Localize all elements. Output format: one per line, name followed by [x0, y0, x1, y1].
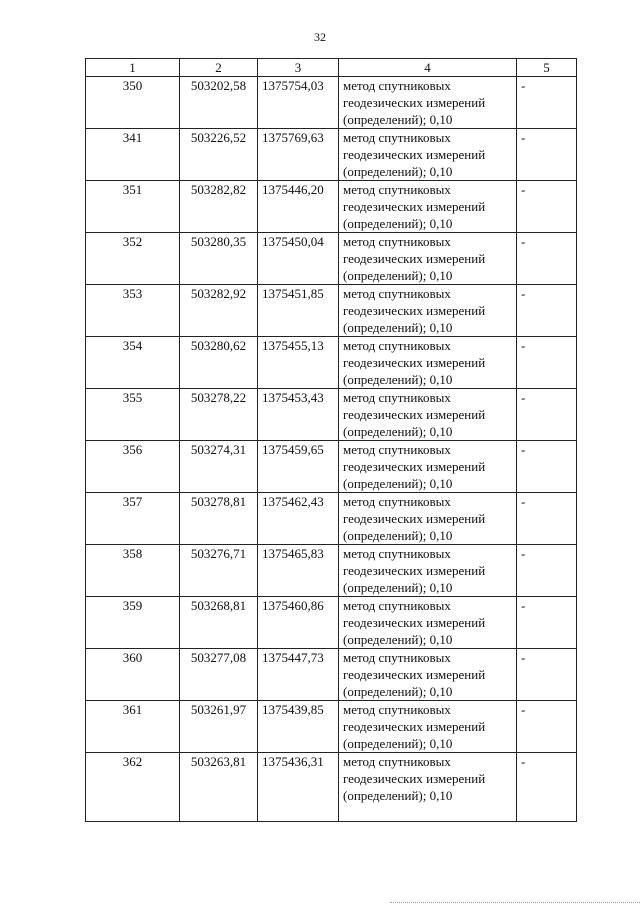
- method-cell: метод спутниковых геодезических измерений (определений); 0,10: [339, 181, 517, 233]
- y-coordinate-cell: 1375769,63: [258, 129, 339, 181]
- point-number-cell: 359: [86, 597, 180, 649]
- coordinates-table: [85, 58, 577, 822]
- note-cell: -: [517, 441, 577, 493]
- scan-footer-marks: [390, 898, 640, 903]
- x-coordinate-cell: 503282,92: [180, 285, 258, 337]
- note-cell: -: [517, 233, 577, 285]
- point-number-cell: 355: [86, 389, 180, 441]
- y-coordinate-cell: 1375447,73: [258, 649, 339, 701]
- x-coordinate-cell: 503263,81: [180, 753, 258, 822]
- y-coordinate-cell: 1375453,43: [258, 389, 339, 441]
- header-cell: 4: [339, 59, 517, 77]
- point-number-cell: 360: [86, 649, 180, 701]
- method-cell: метод спутниковых геодезических измерений (определений); 0,10: [339, 337, 517, 389]
- point-number-cell: 361: [86, 701, 180, 753]
- table-row: [86, 753, 577, 822]
- x-coordinate-cell: 503278,81: [180, 493, 258, 545]
- note-cell: -: [517, 701, 577, 753]
- table-row: [86, 129, 577, 181]
- note-cell: -: [517, 77, 577, 129]
- table-row: [86, 441, 577, 493]
- table-row: [86, 597, 577, 649]
- table-row: [86, 493, 577, 545]
- x-coordinate-cell: 503202,58: [180, 77, 258, 129]
- page-number: 32: [314, 30, 326, 44]
- x-coordinate-cell: 503280,35: [180, 233, 258, 285]
- method-cell: метод спутниковых геодезических измерений (определений); 0,10: [339, 545, 517, 597]
- y-coordinate-cell: 1375450,04: [258, 233, 339, 285]
- x-coordinate-cell: 503261,97: [180, 701, 258, 753]
- table-row: [86, 649, 577, 701]
- method-cell: метод спутниковых геодезических измерений (определений); 0,10: [339, 285, 517, 337]
- x-coordinate-cell: 503276,71: [180, 545, 258, 597]
- table-row: [86, 77, 577, 129]
- y-coordinate-cell: 1375455,13: [258, 337, 339, 389]
- note-cell: -: [517, 337, 577, 389]
- point-number-cell: 351: [86, 181, 180, 233]
- y-coordinate-cell: 1375436,31: [258, 753, 339, 822]
- note-cell: -: [517, 753, 577, 822]
- y-coordinate-cell: 1375451,85: [258, 285, 339, 337]
- method-cell: метод спутниковых геодезических измерений (определений); 0,10: [339, 493, 517, 545]
- x-coordinate-cell: 503268,81: [180, 597, 258, 649]
- note-cell: -: [517, 493, 577, 545]
- point-number-cell: 358: [86, 545, 180, 597]
- point-number-cell: 362: [86, 753, 180, 822]
- table-row: [86, 181, 577, 233]
- point-number-cell: 354: [86, 337, 180, 389]
- y-coordinate-cell: 1375754,03: [258, 77, 339, 129]
- x-coordinate-cell: 503226,52: [180, 129, 258, 181]
- note-cell: -: [517, 129, 577, 181]
- y-coordinate-cell: 1375446,20: [258, 181, 339, 233]
- point-number-cell: 356: [86, 441, 180, 493]
- method-cell: метод спутниковых геодезических измерений (определений); 0,10: [339, 597, 517, 649]
- header-cell: 5: [517, 59, 577, 77]
- table-row: [86, 285, 577, 337]
- point-number-cell: 353: [86, 285, 180, 337]
- table-row: [86, 545, 577, 597]
- method-cell: метод спутниковых геодезических измерений (определений); 0,10: [339, 129, 517, 181]
- method-cell: метод спутниковых геодезических измерений (определений); 0,10: [339, 389, 517, 441]
- method-cell: метод спутниковых геодезических измерений (определений); 0,10: [339, 701, 517, 753]
- header-cell: 3: [258, 59, 339, 77]
- note-cell: -: [517, 545, 577, 597]
- x-coordinate-cell: 503282,82: [180, 181, 258, 233]
- y-coordinate-cell: 1375465,83: [258, 545, 339, 597]
- table-row: [86, 337, 577, 389]
- x-coordinate-cell: 503278,22: [180, 389, 258, 441]
- point-number-cell: 350: [86, 77, 180, 129]
- y-coordinate-cell: 1375460,86: [258, 597, 339, 649]
- point-number-cell: 357: [86, 493, 180, 545]
- method-cell: метод спутниковых геодезических измерений (определений); 0,10: [339, 753, 517, 822]
- x-coordinate-cell: 503277,08: [180, 649, 258, 701]
- table-header-row: [86, 59, 577, 77]
- note-cell: -: [517, 285, 577, 337]
- header-cell: 1: [86, 59, 180, 77]
- note-cell: -: [517, 597, 577, 649]
- point-number-cell: 352: [86, 233, 180, 285]
- point-number-cell: 341: [86, 129, 180, 181]
- note-cell: -: [517, 649, 577, 701]
- y-coordinate-cell: 1375462,43: [258, 493, 339, 545]
- y-coordinate-cell: 1375439,85: [258, 701, 339, 753]
- method-cell: метод спутниковых геодезических измерений (определений); 0,10: [339, 77, 517, 129]
- note-cell: -: [517, 181, 577, 233]
- y-coordinate-cell: 1375459,65: [258, 441, 339, 493]
- x-coordinate-cell: 503280,62: [180, 337, 258, 389]
- method-cell: метод спутниковых геодезических измерений (определений); 0,10: [339, 233, 517, 285]
- table-row: [86, 389, 577, 441]
- method-cell: метод спутниковых геодезических измерений (определений); 0,10: [339, 441, 517, 493]
- x-coordinate-cell: 503274,31: [180, 441, 258, 493]
- header-cell: 2: [180, 59, 258, 77]
- method-cell: метод спутниковых геодезических измерений (определений); 0,10: [339, 649, 517, 701]
- table-row: [86, 233, 577, 285]
- note-cell: -: [517, 389, 577, 441]
- table-row: [86, 701, 577, 753]
